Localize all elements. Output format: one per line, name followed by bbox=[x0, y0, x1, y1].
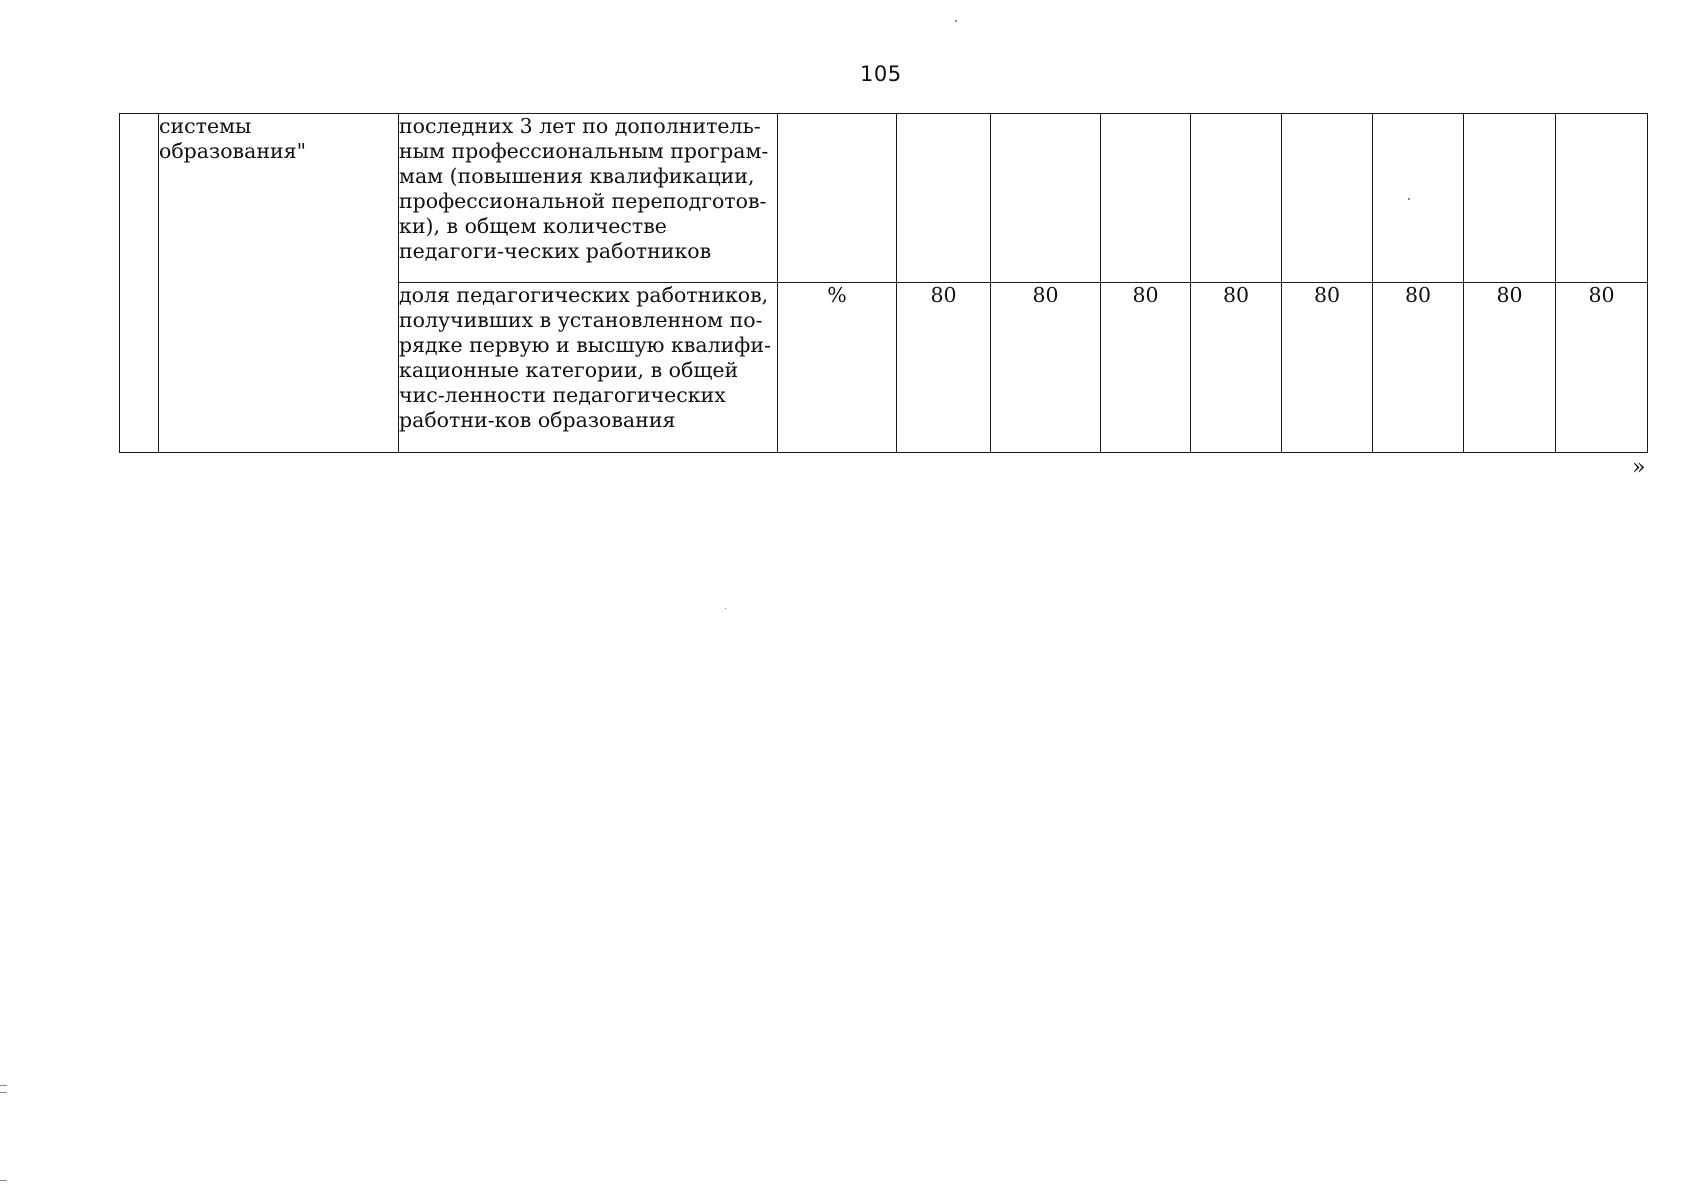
value-cell: 80 bbox=[1282, 283, 1373, 453]
value-cell bbox=[991, 114, 1101, 283]
row-number-cell bbox=[120, 114, 159, 453]
value-cell bbox=[1282, 114, 1373, 283]
indicator-cell: доля педагогических работников, получивших в установленном по-рядке первую и высшую квалифи-кационные категории, в общей чис-ленности педагогических работни-ков образования bbox=[399, 283, 778, 453]
value-cell bbox=[1464, 114, 1556, 283]
scan-margin-mark bbox=[0, 1092, 7, 1093]
scan-speck bbox=[1408, 198, 1410, 200]
value-cell bbox=[1191, 114, 1282, 283]
page-number: 105 bbox=[860, 62, 902, 86]
scan-speck bbox=[955, 20, 957, 22]
value-cell: 80 bbox=[1464, 283, 1556, 453]
value-cell: 80 bbox=[897, 283, 991, 453]
value-cell bbox=[1556, 114, 1648, 283]
unit-cell: % bbox=[778, 283, 897, 453]
value-cell bbox=[1373, 114, 1464, 283]
indicator-cell: последних 3 лет по дополнитель-ным профессиональным програм-мам (повышения квалификации, профессиональной переподготов-ки), в общем количестве педагоги-ческих работников bbox=[399, 114, 778, 283]
unit-cell bbox=[778, 114, 897, 283]
value-cell: 80 bbox=[1191, 283, 1282, 453]
value-cell bbox=[1101, 114, 1191, 283]
indicator-table bbox=[119, 113, 1648, 453]
scan-margin-mark bbox=[0, 1085, 7, 1086]
value-cell: 80 bbox=[1556, 283, 1648, 453]
value-cell bbox=[897, 114, 991, 283]
scan-speck bbox=[725, 608, 726, 609]
value-cell: 80 bbox=[991, 283, 1101, 453]
scan-margin-mark bbox=[0, 1180, 7, 1181]
value-cell: 80 bbox=[1373, 283, 1464, 453]
table-row bbox=[120, 114, 1648, 283]
program-name-cell: системы образования" bbox=[159, 114, 399, 453]
value-cell: 80 bbox=[1101, 283, 1191, 453]
closing-quote-mark: » bbox=[1632, 455, 1646, 480]
